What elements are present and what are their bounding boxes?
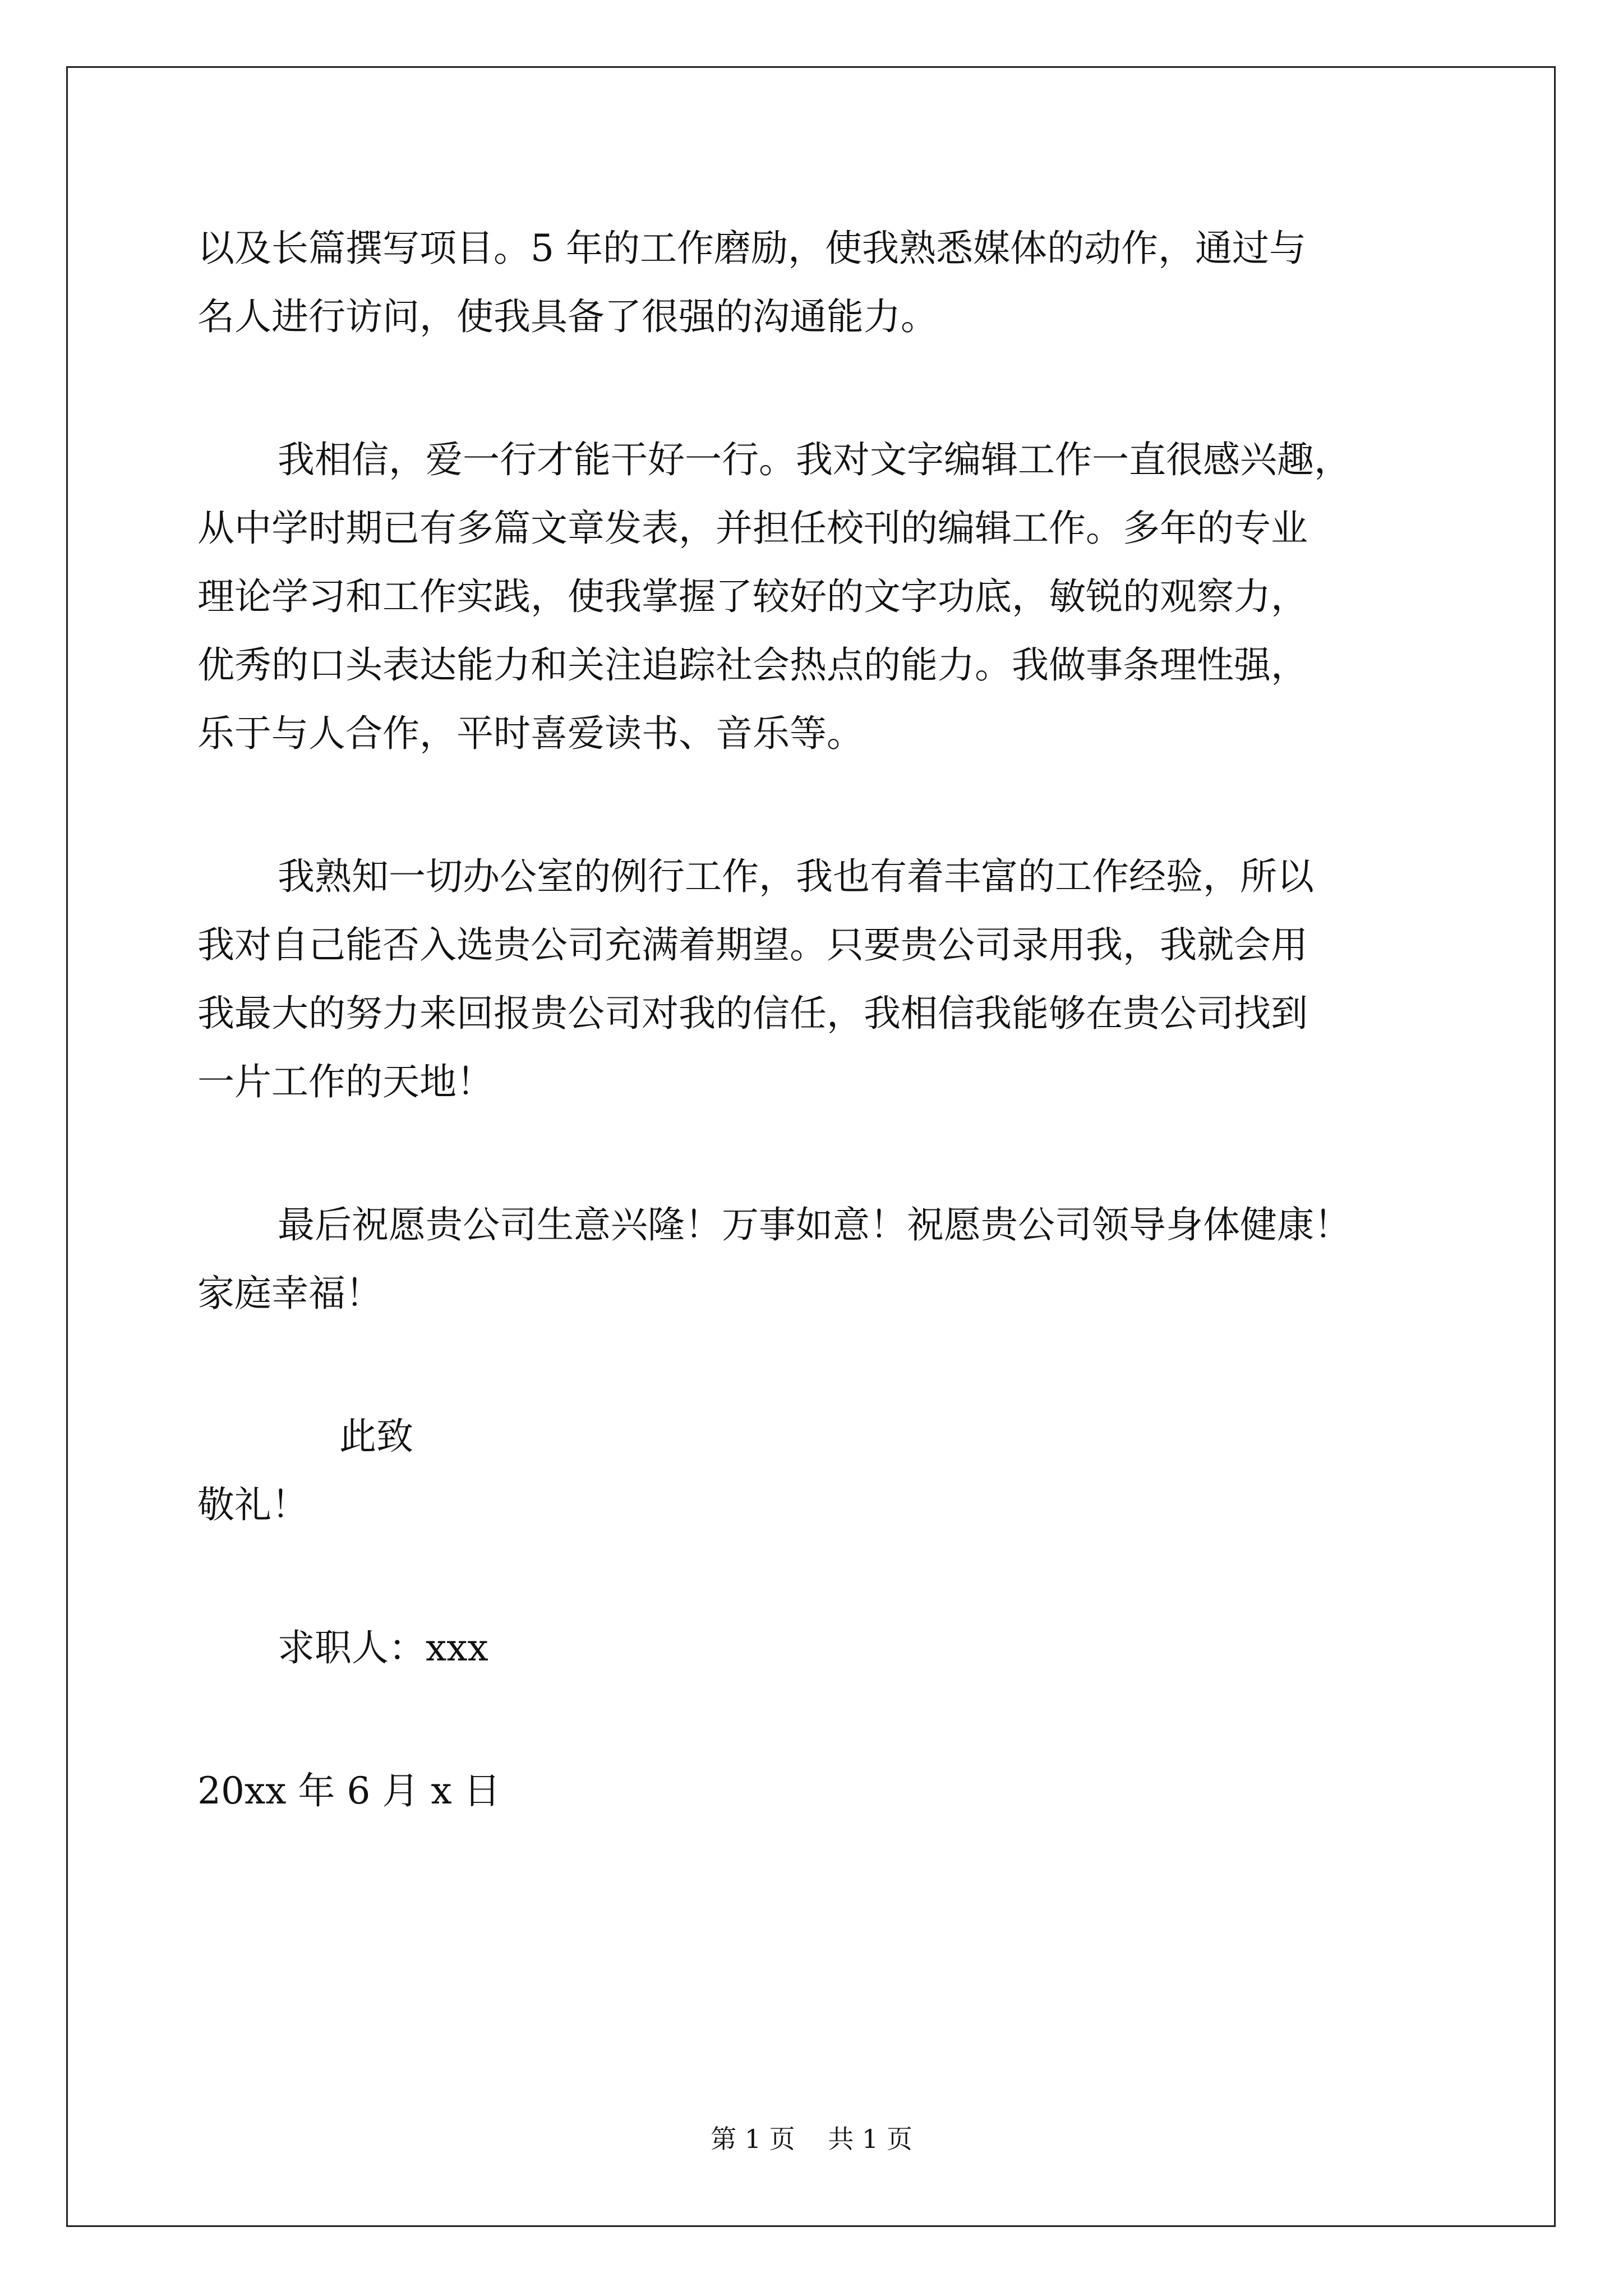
body-line-11: 一片工作的天地！ [197, 1060, 494, 1103]
body-line-8: 我熟知一切办公室的例行工作，我也有着丰富的工作经验，所以 [278, 855, 1314, 898]
page-border [66, 66, 1556, 2227]
body-line-3: 我相信，爱一行才能干好一行。我对文字编辑工作一直很感兴趣， [278, 438, 1351, 481]
page-number-current: 第 1 页 [711, 2124, 795, 2154]
closing-regards: 敬礼！ [197, 1483, 308, 1526]
body-line-10: 我最大的努力来回报贵公司对我的信任，我相信我能够在贵公司找到 [197, 992, 1308, 1035]
date-line: 20xx 年 6 月 x 日 [197, 1769, 501, 1812]
body-line-1: 以及长篇撰写项目。5 年的工作磨励，使我熟悉媒体的动作，通过与 [197, 227, 1306, 270]
body-line-7: 乐于与人合作，平时喜爱读书、音乐等。 [197, 712, 864, 755]
page-number-total: 共 1 页 [828, 2124, 912, 2154]
body-line-9: 我对自己能否入选贵公司充满着期望。只要贵公司录用我，我就会用 [197, 923, 1308, 967]
body-line-2: 名人进行访问，使我具备了很强的沟通能力。 [197, 295, 938, 338]
body-line-13: 家庭幸福！ [197, 1272, 382, 1315]
body-line-12: 最后祝愿贵公司生意兴隆！万事如意！祝愿贵公司领导身体健康！ [278, 1203, 1351, 1246]
closing-salutation: 此致 [339, 1415, 413, 1458]
body-line-6: 优秀的口头表达能力和关注追踪社会热点的能力。我做事条理性强， [197, 643, 1308, 687]
page-footer [0, 2126, 1623, 2152]
signature-line: 求职人：xxx [278, 1626, 488, 1669]
body-line-4: 从中学时期已有多篇文章发表，并担任校刊的编辑工作。多年的专业 [197, 507, 1308, 550]
body-line-5: 理论学习和工作实践，使我掌握了较好的文字功底，敏锐的观察力， [197, 575, 1308, 618]
